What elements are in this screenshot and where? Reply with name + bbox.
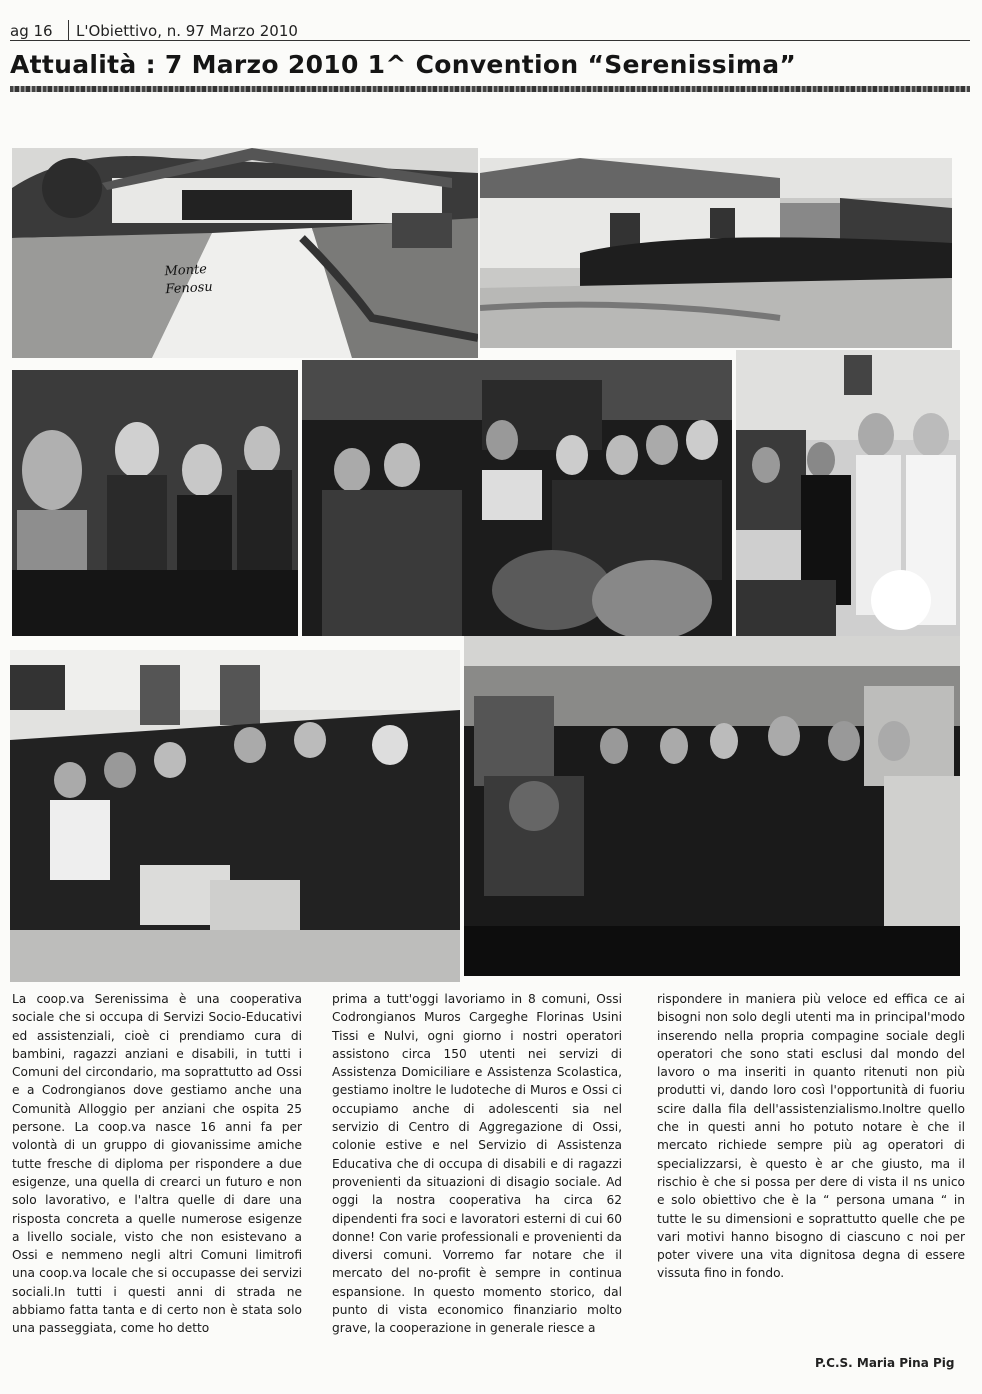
article-column-1: [12, 990, 302, 1338]
photo-crowd-outside: [480, 158, 952, 348]
header-divider: [68, 20, 69, 40]
article-signature: P.C.S. Maria Pina Pig: [815, 1356, 955, 1370]
photo-women-standing: [736, 350, 960, 636]
article-paragraph: La coop.va Serenissima è una cooperativa sociale che si occupa di Servizi Socio-Educativi ed assistenziali, cioè ci prendiamo cura di bambini, ragazzi anziani e disabili, in tutti i Comuni del circondario, ma soprattutto ad Ossi e a Codrongianos dove gestiamo anche una Comunità Alloggio per anziani che ospita 25 persone. La coop.va nasce 16 anni fa per volontà di un gruppo di giovanissime amiche tutte fresche di diploma per rispondere a due esigenze, una quella di crearci un futuro e non solo lavorativo, e l'altra quelle di dare una risposta concreta a quelle numerose esigenze a livello sociale, visto che non esistevano a Ossi e nemmeno negli altri Comuni limitrofi una coop.va locale che si occupasse dei servizi sociali.In tutti i questi anni di strada ne abbiamo fatta tanta e di certo non è stata solo una passeggiata, come ho detto: [12, 992, 302, 1336]
article-column-3: [657, 990, 965, 1283]
photo-caption-monte-fenosu: Monte Fenosu: [164, 262, 214, 298]
header-rule: [10, 40, 970, 41]
page-header: [10, 20, 970, 42]
photo-women-group: [302, 360, 732, 636]
photo-building-road: [12, 148, 478, 358]
photo-audience-seated: [10, 650, 460, 982]
photo-speakers-table: [12, 370, 298, 636]
photo-crowd-indoors: [464, 636, 960, 976]
article-paragraph: rispondere in maniera più veloce ed effica ce ai bisogni non solo degli utenti ma in principal'modo inserendo nella propria compagine sociale degli operatori che sono stati esclusi dal mondo del lavoro o ma inseriti in quanto ritenuti non più produtti vi, dando loro così l'opportunità di fuoriu scire dalla fila dell'assistenzialismo.Inoltre quello che in questi anni ho potuto notare è che il mercato richiede sempre più ag operatori di specializzarsi, è questo è ar che giusto, ma il rischio è che si possa per dere di vista il ns unico e solo obiettivo che è la “ persona umana “ in tutte le su dimensioni e soprattutto quelle che pe vari motivi hanno bisogno di ciascuno c noi per poter vivere una vita dignitosa degna di essere vissuta fino in fondo.: [657, 992, 965, 1281]
publication-line: L'Obiettivo, n. 97 Marzo 2010: [76, 22, 298, 40]
article-column-2: [332, 990, 622, 1338]
page-number: ag 16: [10, 22, 53, 40]
article-paragraph: prima a tutt'oggi lavoriamo in 8 comuni, Ossi Codrongianos Muros Cargeghe Florinas Usini Tissi e Nulvi, ogni giorno i nostri operatori assistono circa 150 utenti nei servizi di Assistenza Domiciliare e Assistenza Scolastica, gestiamo inoltre le ludoteche di Muros e Ossi ci occupiamo anche di adolescenti sia nel servizio di Centro di Aggregazione di Ossi, colonie estive e nel Servizio di Assistenza Educativa che di occupa di disabili e di ragazzi provenienti da situazioni di disagio sociale. Ad oggi la nostra cooperativa ha circa 62 dipendenti fra soci e lavoratori esterni di cui 60 donne! Con varie professionali e provenienti da diversi comuni. Vorremo far notare che il mercato del no-profit è sempre in continua espansione. In questo momento storico, dal punto di vista economico finanziario molto grave, la cooperazione in generale riesce a: [332, 992, 622, 1336]
title-rule: [10, 86, 970, 92]
article-title: Attualità : 7 Marzo 2010 1^ Convention “Serenissima”: [10, 50, 797, 79]
